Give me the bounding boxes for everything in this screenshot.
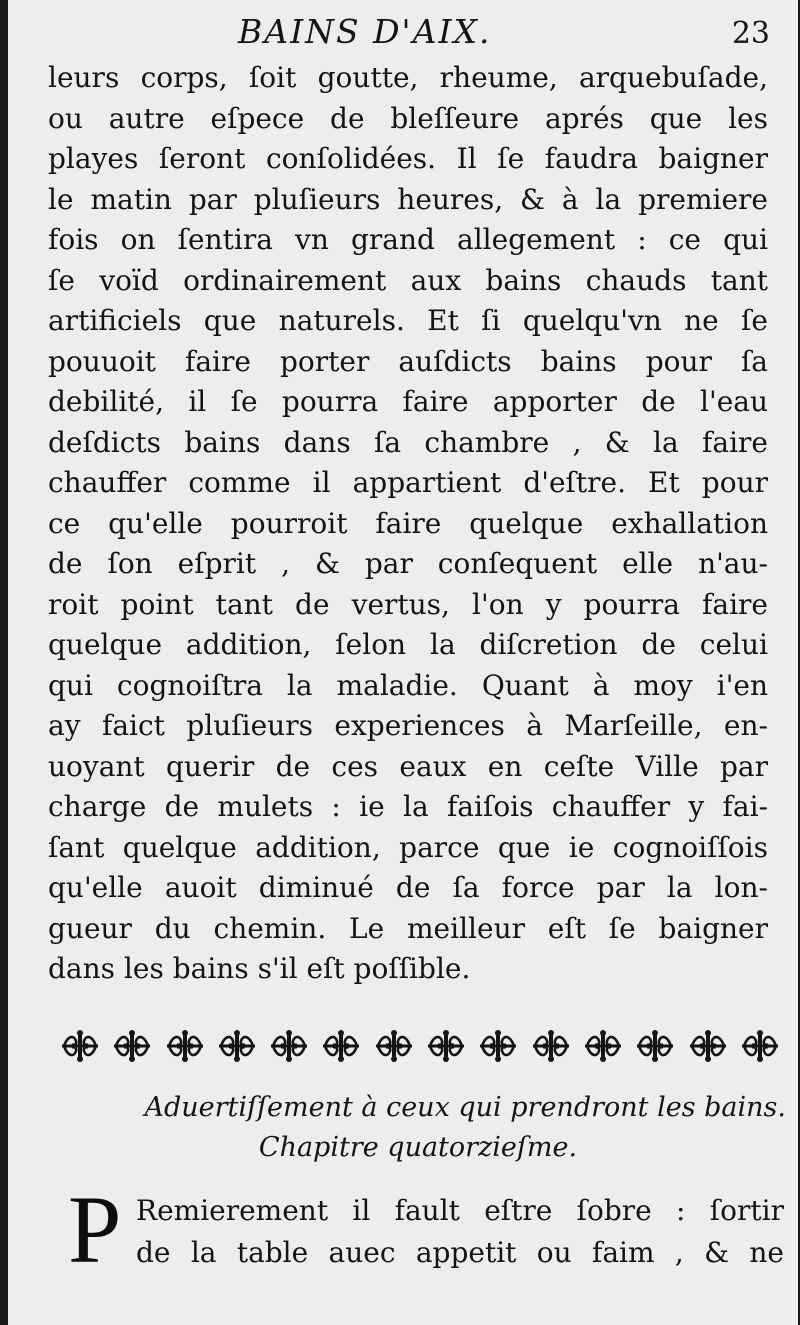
text-line: le matin par pluſieurs heures, & à la premiere (48, 182, 768, 216)
text-line: charge de mulets : ie la faiſois chauffer y fai- (48, 790, 768, 823)
text-line: quelque addition, ſelon la diſcretion de celui (48, 628, 768, 661)
text-line: artificiels que naturels. Et ſi quelqu'vn ne ſe (48, 304, 768, 337)
fleuron-ornament-icon (112, 1029, 152, 1063)
text-line: leurs corps, ſoit goutte, rheume, arquebuſade, (48, 61, 768, 94)
fleuron-ornament-icon (165, 1029, 205, 1063)
text-line: chauffer comme il appartient d'eſtre. Et pour (48, 466, 768, 499)
chapter-heading (48, 1088, 788, 1168)
text-line: qu'elle auoit diminué de ſa force par la lon- (48, 871, 768, 904)
fleuron-ornament-icon (531, 1029, 571, 1063)
text-line: pouuoit faire porter auſdicts bains pour ſa (48, 344, 768, 378)
running-head (8, 8, 798, 56)
fleuron-ornament-icon (583, 1029, 623, 1063)
text-line: de ſon eſprit , & par conſequent elle n'au- (48, 547, 768, 580)
text-line: debilité, il ſe pourra faire apporter de l'eau (48, 385, 768, 418)
text-line: ſe voïd ordinairement aux bains chauds tant (48, 263, 768, 297)
text-line: qui cognoiſtra la maladie. Quant à moy i'en (48, 668, 768, 702)
text-line: Remierement il fault eſtre ſobre : ſortir (136, 1194, 784, 1227)
text-line: ſant quelque addition, parce que ie cognoiſſois (48, 830, 768, 864)
fleuron-ornament-icon (321, 1029, 361, 1063)
fleuron-ornament-icon (269, 1029, 309, 1063)
fleuron-ornament-icon (478, 1029, 518, 1063)
text-line: gueur du chemin. Le meilleur eſt ſe baigner (48, 911, 768, 945)
text-line: ay faict pluſieurs experiences à Marſeille, en- (48, 709, 768, 742)
fleuron-ornament-icon (217, 1029, 257, 1063)
chapter-subtitle: Chapitre quatorzieſme. (258, 1132, 578, 1163)
text-line: ou autre eſpece de bleſſeure aprés que les (48, 101, 768, 135)
text-line: de la table auec appetit ou faim , & ne (136, 1236, 784, 1269)
text-line: deſdicts bains dans ſa chambre , & la faire (48, 425, 768, 459)
fleuron-ornament-icon (60, 1029, 100, 1063)
book-page (8, 0, 798, 1325)
text-line: ce qu'elle pourroit faire quelque exhallation (48, 506, 768, 540)
fleuron-ornament-icon (635, 1029, 675, 1063)
text-line: playes ſeront conſolidées. Il ſe faudra baigner (48, 142, 768, 175)
fleuron-ornament-icon (426, 1029, 466, 1063)
fleuron-ornament-icon (374, 1029, 414, 1063)
body-text (48, 58, 768, 990)
opening-paragraph (136, 1190, 784, 1274)
chapter-title: Aduertiſſement à ceux qui prendront les bains. (144, 1092, 786, 1123)
text-line: fois on ſentira vn grand allegement : ce qui (48, 223, 768, 256)
running-title: BAINS D'AIX. (238, 12, 492, 51)
fleuron-ornament-icon (688, 1029, 728, 1063)
text-line: roit point tant de vertus, l'on y pourra faire (48, 587, 768, 621)
text-line: uoyant querir de ces eaux en ceſte Ville par (48, 749, 768, 783)
page-number: 23 (731, 16, 770, 51)
text-line: dans les bains s'il eſt poſſible. (48, 952, 471, 985)
drop-cap: P (68, 1176, 122, 1283)
fleuron-ornament-icon (740, 1029, 780, 1063)
ornament-band (60, 1026, 780, 1066)
